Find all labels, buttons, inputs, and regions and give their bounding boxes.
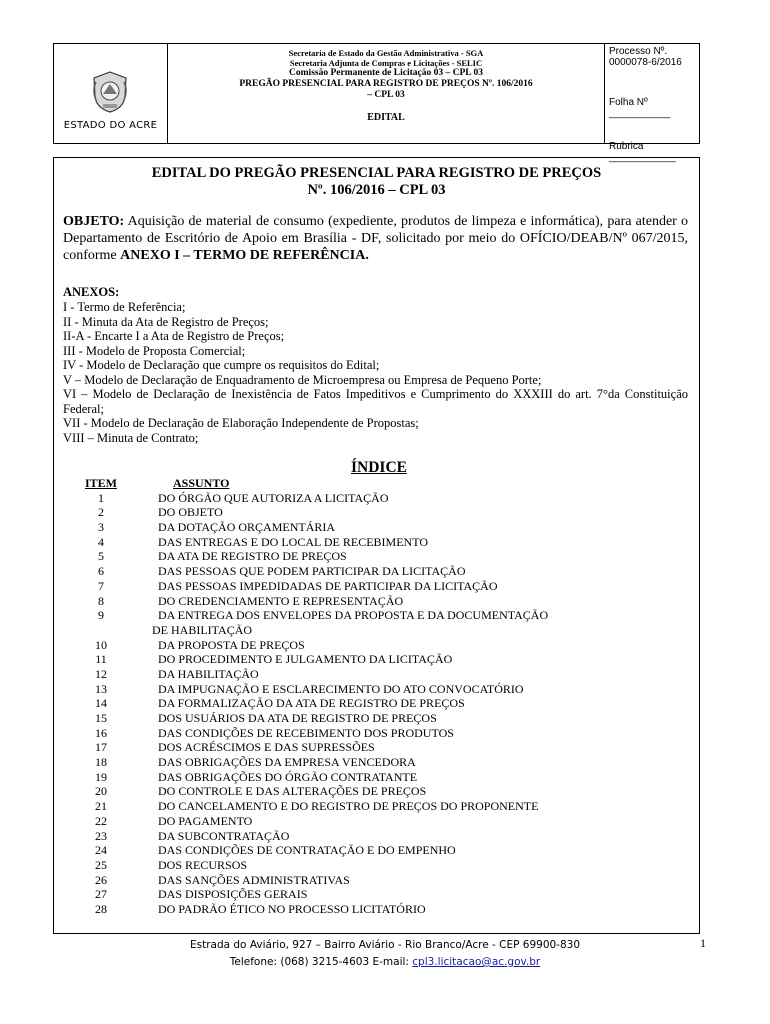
indice-row <box>54 711 699 726</box>
indice-item-subject: DOS RECURSOS <box>158 857 248 872</box>
objeto-paragraph <box>63 213 688 264</box>
indice-item-number: 28 <box>95 901 107 916</box>
indice-row <box>54 696 699 711</box>
document-header <box>53 43 700 163</box>
indice-row <box>54 740 699 755</box>
indice-item-number: 25 <box>95 857 107 872</box>
indice-item-number: 10 <box>95 637 107 652</box>
indice-row <box>54 887 699 902</box>
indice-item-number: 26 <box>95 872 107 887</box>
indice-row <box>54 858 699 873</box>
indice-item-subject: DO CANCELAMENTO E DO REGISTRO DE PREÇOS DO PROPONENTE <box>158 799 539 814</box>
state-name: ESTADO DO ACRE <box>63 120 158 131</box>
indice-row <box>54 682 699 697</box>
indice-item-subject: DAS ENTREGAS E DO LOCAL DE RECEBIMENTO <box>158 534 428 549</box>
footer-email-link[interactable]: cpl3.licitacao@ac.gov.br <box>412 956 541 968</box>
header-agency-cell <box>168 44 605 143</box>
indice-row <box>54 755 699 770</box>
indice-item-subject: DO CONTROLE E DAS ALTERAÇÕES DE PREÇOS <box>158 784 427 799</box>
indice-row <box>54 652 699 667</box>
indice-item-subject: DO CREDENCIAMENTO E REPRESENTAÇÃO <box>158 593 404 608</box>
title-line: Nº. 106/2016 – CPL 03 <box>307 182 446 198</box>
anexo-item: VII - Modelo de Declaração de Elaboração Independente de Propostas; <box>63 416 419 430</box>
indice-item-subject: DA IMPUGNAÇÃO E ESCLARECIMENTO DO ATO CONVOCATÓRIO <box>158 681 524 696</box>
indice-row <box>54 814 699 829</box>
indice-item-number: 5 <box>98 549 104 564</box>
indice-item-number: 3 <box>98 520 104 535</box>
anexo-item: I - Termo de Referência; <box>63 300 186 314</box>
indice-item-number: 18 <box>95 755 107 770</box>
indice-row <box>54 799 699 814</box>
indice-row <box>54 873 699 888</box>
anexo-item: III - Modelo de Proposta Comercial; <box>63 343 246 358</box>
title-line: EDITAL DO PREGÃO PRESENCIAL PARA REGISTRO DE PREÇOS <box>151 165 602 181</box>
indice-item-subject: DA FORMALIZAÇÃO DA ATA DE REGISTRO DE PREÇOS <box>158 696 465 711</box>
indice-item-subject: DAS CONDIÇÕES DE CONTRATAÇÃO E DO EMPENHO <box>158 843 456 858</box>
indice-item-subject: DAS PESSOAS QUE PODEM PARTICIPAR DA LICITAÇÃO <box>158 564 466 579</box>
document-title <box>54 165 699 199</box>
indice-row <box>54 667 699 682</box>
indice-item-number: 24 <box>95 843 107 858</box>
indice-item-subject: DA DOTAÇÃO ORÇAMENTÁRIA <box>158 520 336 535</box>
indice-item-subject: DA HABILITAÇÃO <box>158 666 259 681</box>
header-logo-cell <box>54 44 168 143</box>
anexo-item: II-A - Encarte I a Ata de Registro de Preços; <box>63 329 285 343</box>
edital-label: EDITAL <box>367 112 405 123</box>
indice-item-number: 9 <box>98 608 104 623</box>
header-process-cell <box>605 44 699 163</box>
header-line: Comissão Permanente de Licitação 03 – CPL 03 <box>289 68 483 78</box>
indice-item-subject: DA SUBCONTRATAÇÃO <box>158 828 290 843</box>
indice-item-subject: DO PAGAMENTO <box>158 813 253 828</box>
indice-item-subject: DO PADRÃO ÉTICO NO PROCESSO LICITATÓRIO <box>158 901 426 916</box>
indice-item-subject: DA ENTREGA DOS ENVELOPES DA PROPOSTA E DA DOCUMENTAÇÃO <box>158 608 549 623</box>
footer-address: Estrada do Aviário, 927 – Bairro Aviário - Rio Branco/Acre - CEP 69900-830 <box>189 939 581 951</box>
process-number: Processo Nº. 0000078-6/2016 <box>609 46 682 68</box>
indice-item-number: 2 <box>98 505 104 520</box>
indice-item-number: 22 <box>95 813 107 828</box>
rubrica-field: Rubrica ____________ <box>609 141 676 163</box>
indice-item-number: 21 <box>95 799 107 814</box>
indice-item-number: 19 <box>95 769 107 784</box>
indice-item-number: 1 <box>98 490 104 505</box>
state-seal-icon <box>90 70 130 114</box>
indice-row <box>54 491 699 506</box>
indice-item-subject: DAS OBRIGAÇÕES DA EMPRESA VENCEDORA <box>158 755 416 770</box>
indice-row <box>54 784 699 799</box>
indice-item-number: 4 <box>98 534 104 549</box>
indice-item-number: 11 <box>95 652 107 667</box>
indice-row <box>54 594 699 609</box>
indice-row <box>54 579 699 594</box>
indice-row <box>54 535 699 550</box>
anexo-item: V – Modelo de Declaração de Enquadramento de Microempresa ou Empresa de Pequeno Porte; <box>63 372 542 387</box>
column-header-item: ITEM <box>84 476 117 490</box>
indice-row <box>54 638 699 653</box>
folha-field: Folha Nº ___________ <box>609 97 671 119</box>
page-number: 1 <box>700 936 706 950</box>
indice-item-number: 23 <box>95 828 107 843</box>
indice-item-subject: DOS USUÁRIOS DA ATA DE REGISTRO DE PREÇOS <box>158 711 437 725</box>
indice-row <box>54 520 699 535</box>
indice-item-number: 6 <box>98 564 104 579</box>
indice-item-number: 8 <box>98 593 104 608</box>
header-line: Secretaria de Estado da Gestão Administrativa - SGA <box>288 48 484 58</box>
indice-item-number: 20 <box>95 784 107 799</box>
indice-row <box>54 608 699 623</box>
indice-row <box>54 549 699 564</box>
indice-header-row <box>54 476 699 491</box>
indice-item-number: 15 <box>95 711 107 725</box>
indice-item-number: 16 <box>95 725 107 740</box>
anexo-item: VIII – Minuta de Contrato; <box>63 430 199 445</box>
indice-item-number: 13 <box>95 681 107 696</box>
indice-item-subject: DO OBJETO <box>158 505 223 520</box>
indice-item-subject: DAS OBRIGAÇÕES DO ÓRGÃO CONTRATANTE <box>158 769 418 784</box>
indice-heading: ÍNDICE <box>351 459 407 476</box>
objeto-reference: ANEXO I – TERMO DE REFERÊNCIA. <box>120 248 369 263</box>
indice-item-subject: DO ÓRGÃO QUE AUTORIZA A LICITAÇÃO <box>158 490 389 505</box>
column-header-assunto: ASSUNTO <box>173 476 230 490</box>
indice-item-number: 7 <box>98 578 104 593</box>
indice-row <box>54 770 699 785</box>
indice-row <box>54 843 699 858</box>
indice-item-subject: DA ATA DE REGISTRO DE PREÇOS <box>158 549 347 564</box>
indice-row <box>54 564 699 579</box>
indice-item-number: 17 <box>95 740 107 755</box>
header-line: – CPL 03 <box>367 90 405 100</box>
indice-item-number: 27 <box>95 887 107 902</box>
anexo-item: II - Minuta da Ata de Registro de Preços; <box>63 314 269 329</box>
indice-item-number: 14 <box>95 696 107 711</box>
indice-item-subject: DA PROPOSTA DE PREÇOS <box>158 637 305 652</box>
header-line: PREGÃO PRESENCIAL PARA REGISTRO DE PREÇOS Nº. 106/2016 <box>239 79 533 89</box>
indice-table <box>54 476 699 917</box>
indice-row <box>54 505 699 520</box>
indice-item-subject: DAS CONDIÇÕES DE RECEBIMENTO DOS PRODUTOS <box>158 725 454 740</box>
footer-contact <box>0 956 770 968</box>
anexo-item: IV - Modelo de Declaração que cumpre os requisitos do Edital; <box>63 358 380 372</box>
indice-item-subject: DAS SANÇÕES ADMINISTRATIVAS <box>158 872 350 887</box>
document-body <box>53 157 700 934</box>
indice-item-continuation: DE HABILITAÇÃO <box>152 622 253 637</box>
indice-item-subject: DAS PESSOAS IMPEDIDADAS DE PARTICIPAR DA LICITAÇÃO <box>158 578 498 593</box>
anexos-heading: ANEXOS: <box>63 285 120 299</box>
indice-row <box>54 726 699 741</box>
indice-row <box>54 902 699 917</box>
indice-item-subject: DO PROCEDIMENTO E JULGAMENTO DA LICITAÇÃO <box>158 652 453 667</box>
indice-item-subject: DOS ACRÉSCIMOS E DAS SUPRESSÕES <box>158 740 375 755</box>
objeto-label: OBJETO: <box>63 214 125 229</box>
indice-row <box>54 829 699 844</box>
header-line: Secretaria Adjunta de Compras e Licitações - SELIC <box>289 58 483 68</box>
anexo-item: VI – Modelo de Declaração de Inexistência de Fatos Impeditivos e Cumprimento do XXXIII do art. 7°da Constituição Federal; <box>63 387 688 416</box>
footer-phone: Telefone: (068) 3215-4603 E-mail: <box>229 956 413 968</box>
indice-item-subject: DAS DISPOSIÇÕES GERAIS <box>158 887 308 902</box>
objeto-text: Aquisição de material de consumo (expediente, produtos de limpeza e informática), para atender o Departamento de Escritório de Apoio em Brasília - DF, solicitado por meio do OFÍCIO/DEAB/Nº 067/2015, conforme <box>63 214 688 263</box>
indice-item-number: 12 <box>95 666 107 681</box>
